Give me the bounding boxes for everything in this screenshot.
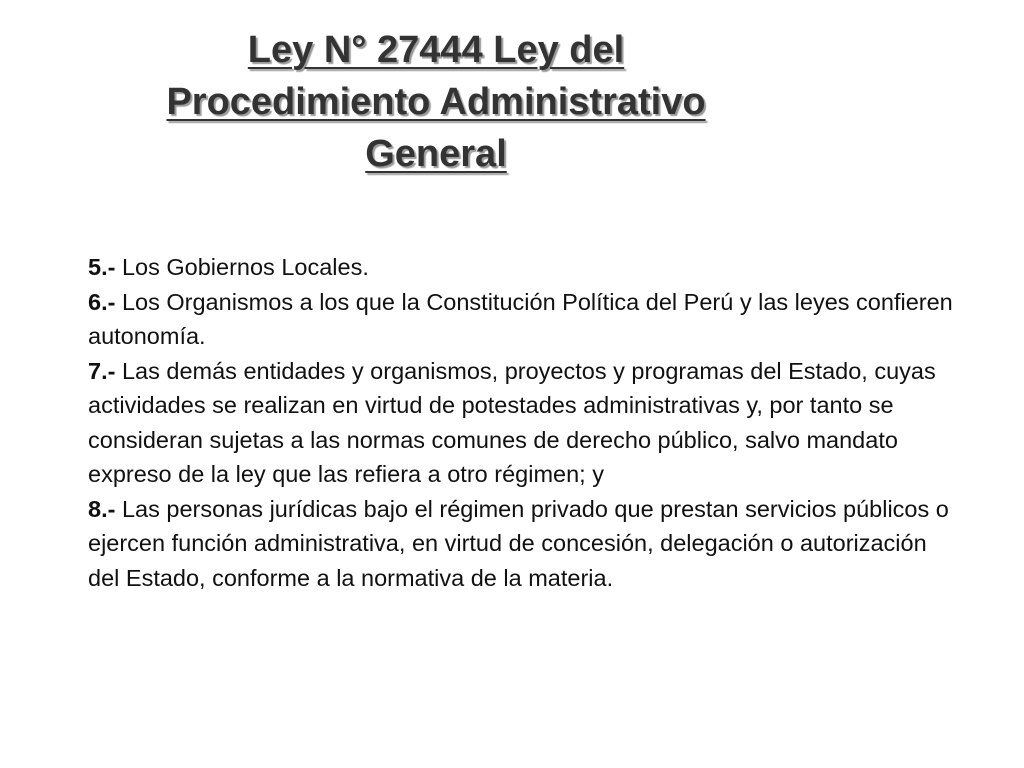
item-text: Las personas jurídicas bajo el régimen privado que prestan servicios públicos o ejercen función administrativa, en virtud de concesión, delegación o autorización del Estado, conforme a la normativa de la materia. [88, 495, 949, 591]
title-line-2: Procedimiento Administrativo [166, 81, 706, 123]
title-line-1: Ley N° 27444 Ley del [247, 29, 625, 71]
list-item [88, 250, 958, 285]
list-item [88, 285, 958, 354]
slide-body [88, 250, 958, 595]
list-item [88, 492, 958, 596]
item-number: 7.- [88, 357, 116, 384]
item-text: Los Organismos a los que la Constitución Política del Perú y las leyes confieren autonomía. [88, 288, 953, 349]
item-number: 6.- [88, 288, 116, 315]
list-item [88, 354, 958, 492]
slide-title [100, 24, 772, 180]
title-line-3: General [365, 133, 507, 175]
item-number: 8.- [88, 495, 116, 522]
item-text: Las demás entidades y organismos, proyectos y programas del Estado, cuyas actividades se realizan en virtud de potestades administrativas y, por tanto se consideran sujetas a las normas comunes de derecho público, salvo mandato expreso de la ley que las refiera a otro régimen; y [88, 357, 936, 487]
item-number: 5.- [88, 254, 116, 280]
item-text: Los Gobiernos Locales. [115, 254, 369, 280]
